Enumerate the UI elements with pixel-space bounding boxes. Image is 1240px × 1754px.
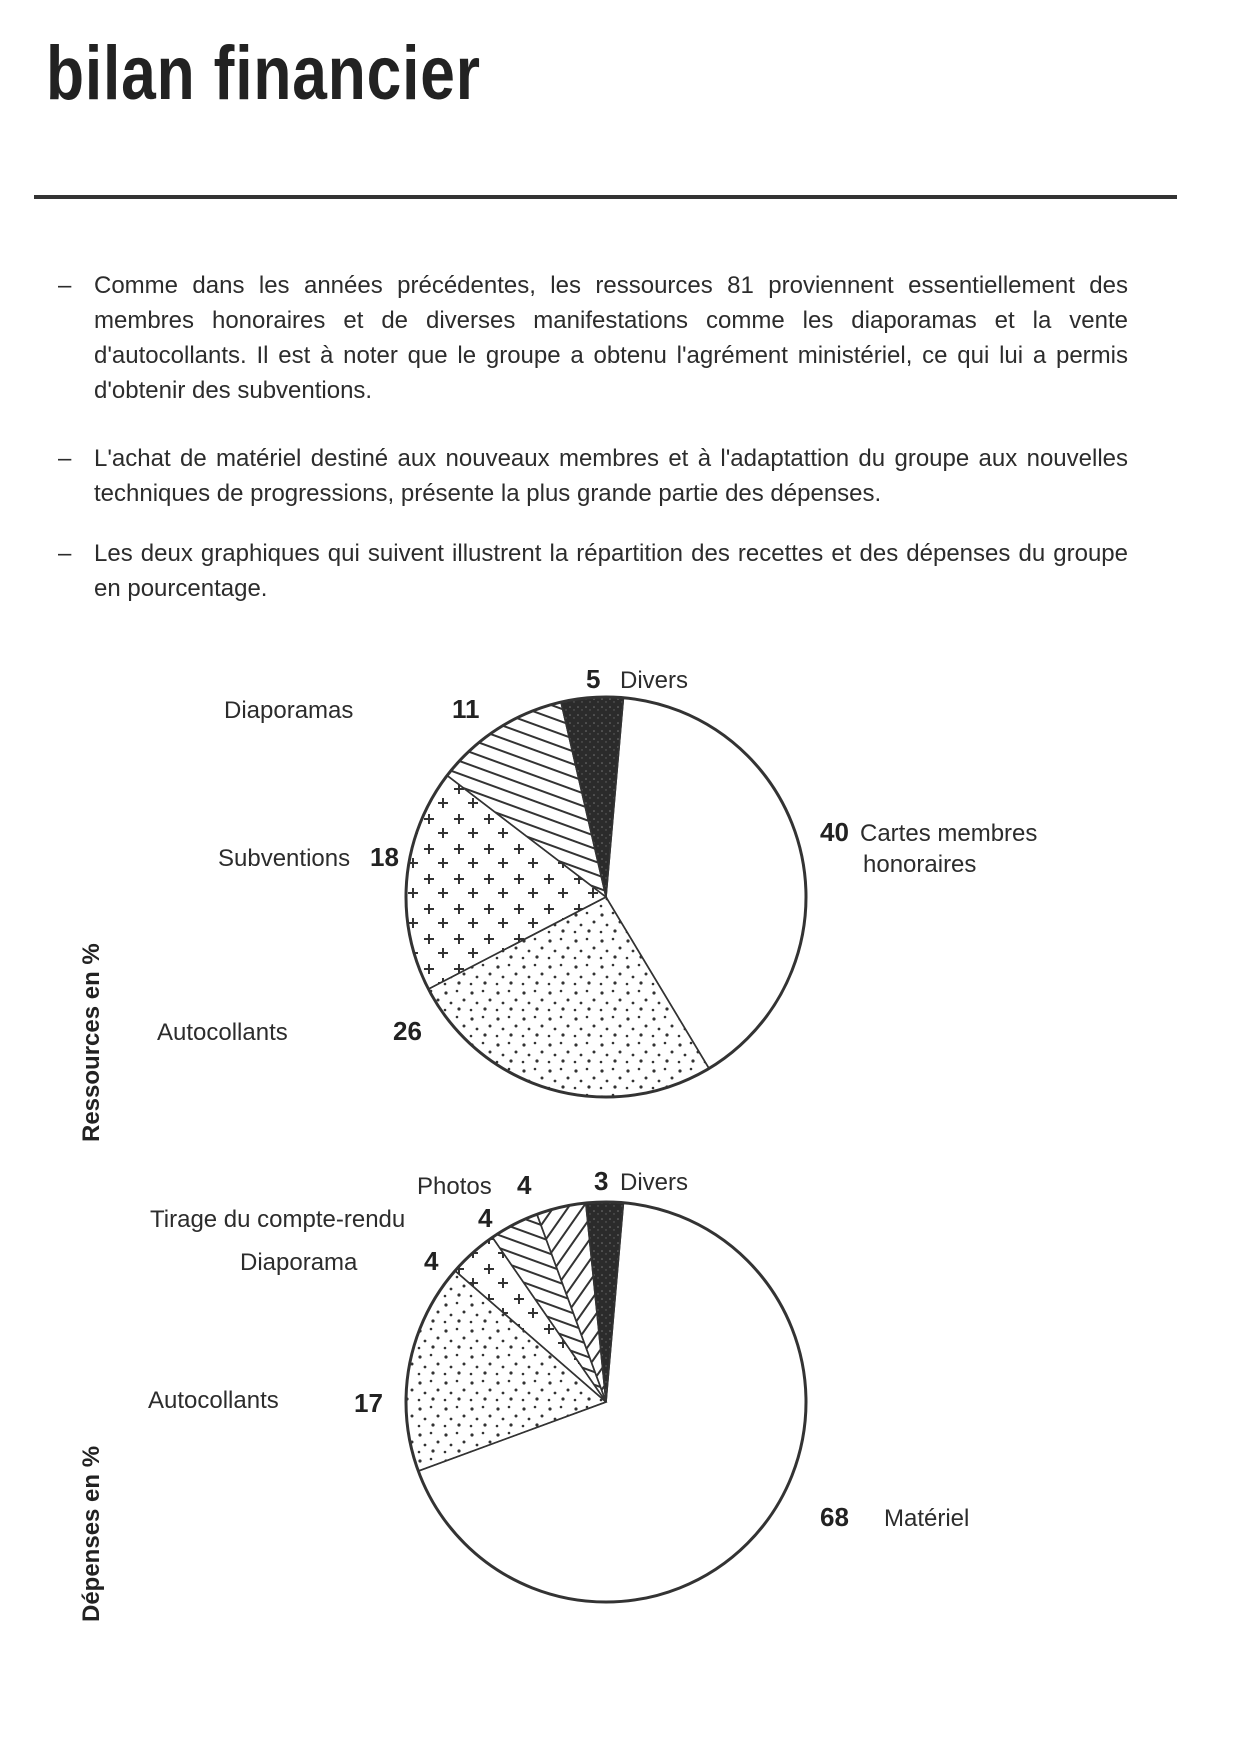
- ressources-pie-chart: [406, 697, 806, 1097]
- depenses-materiel-value: 68: [820, 1502, 849, 1532]
- depenses-pie-chart: [406, 1202, 806, 1602]
- depenses-materiel-label: Matériel: [884, 1505, 970, 1532]
- paragraph-dash: –: [58, 272, 72, 299]
- ressources-divers-label: Divers: [620, 667, 689, 694]
- depenses-divers-value: 3: [594, 1166, 609, 1196]
- ressources-subventions-label: Subventions: [218, 845, 351, 872]
- ressources-divers-value: 5: [586, 664, 601, 694]
- ressources-subventions-value: 18: [370, 842, 399, 872]
- page-title: bilan financier: [46, 31, 481, 116]
- depenses-autocollants-value: 17: [354, 1388, 383, 1418]
- paragraph-dash: –: [58, 540, 72, 567]
- depenses-divers-label: Divers: [620, 1169, 689, 1196]
- depenses-autocollants-label: Autocollants: [148, 1387, 279, 1414]
- ressources-autocollants-value: 26: [393, 1016, 422, 1046]
- ressources-diaporamas-label: Diaporamas: [224, 697, 354, 724]
- depenses-diaporama-value: 4: [424, 1246, 439, 1276]
- depenses-axis-title: Dépenses en %: [78, 1445, 105, 1622]
- ressources-diaporamas-value: 11: [452, 694, 480, 724]
- depenses-diaporama-label: Diaporama: [240, 1249, 358, 1276]
- depenses-photos-value: 4: [517, 1170, 532, 1200]
- paragraph-text: Comme dans les années précédentes, les ressources 81 proviennent essentiellement des membres honoraires et de diverses manifestations comme les diaporamas et la vente d'autocollants. Il est à noter que le groupe a obtenu l'agrément ministériel, ce qui lui a permis d'obtenir des subventions.: [94, 272, 1128, 404]
- depenses-photos-label: Photos: [417, 1173, 492, 1200]
- ressources-cartes-label-line2: honoraires: [863, 851, 977, 878]
- ressources-autocollants-label: Autocollants: [157, 1019, 288, 1046]
- ressources-cartes-value: 40: [820, 817, 849, 847]
- ressources-axis-title: Ressources en %: [78, 943, 105, 1142]
- ressources-cartes-label-line1: Cartes membres: [860, 820, 1038, 847]
- depenses-tirage-label: Tirage du compte-rendu: [150, 1206, 406, 1233]
- paragraph-text: L'achat de matériel destiné aux nouveaux membres et à l'adaptattion du groupe aux nouvelles techniques de progressions, présente la plus grande partie des dépenses.: [94, 445, 1128, 507]
- depenses-tirage-value: 4: [478, 1203, 493, 1233]
- paragraph-dash: –: [58, 445, 72, 472]
- paragraph-text: Les deux graphiques qui suivent illustrent la répartition des recettes et des dépenses du groupe en pourcentage.: [94, 540, 1128, 602]
